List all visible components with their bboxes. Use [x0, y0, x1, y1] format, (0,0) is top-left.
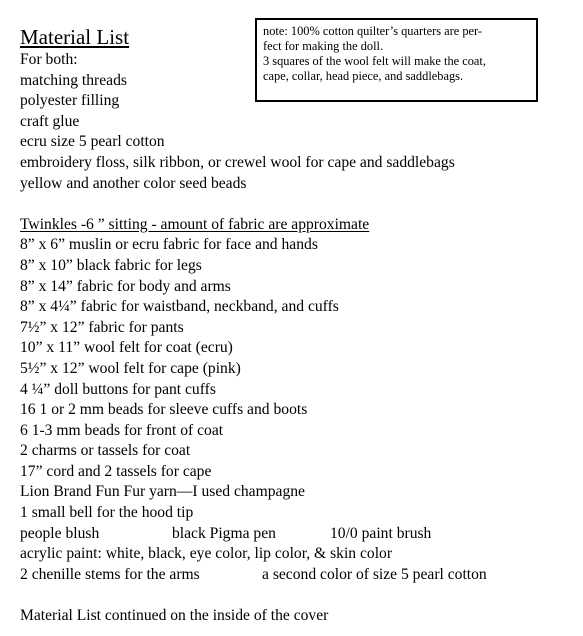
tool-item: people blush	[20, 524, 100, 542]
list-item: 8” x 6” muslin or ecru fabric for face and hands	[20, 236, 318, 254]
list-item: polyester filling	[20, 92, 120, 110]
list-item: yellow and another color seed beads	[20, 174, 247, 192]
note-line: fect for making the doll.	[263, 39, 384, 53]
list-item: matching threads	[20, 71, 127, 89]
list-item: 17” cord and 2 tassels for cape	[20, 462, 212, 480]
stem-item: 2 chenille stems for the arms	[20, 565, 200, 583]
list-item: 4 ¼” doll buttons for pant cuffs	[20, 380, 216, 398]
list-item: 2 charms or tassels for coat	[20, 442, 191, 460]
list-item-tools	[20, 524, 487, 545]
stem-item: a second color of size 5 pearl cotton	[262, 565, 487, 583]
twinkles-heading: Twinkles -6 ” sitting - amount of fabric are approximate	[20, 215, 370, 233]
list-item: 10” x 11” wool felt for coat (ecru)	[20, 339, 233, 357]
tool-item: black Pigma pen	[172, 524, 276, 542]
section-gap	[20, 585, 487, 606]
list-item-stems	[20, 565, 487, 586]
list-item: embroidery floss, silk ribbon, or crewel wool for cape and saddlebags	[20, 153, 455, 171]
list-item: 1 small bell for the hood tip	[20, 504, 194, 522]
list-item: 8” x 4¼” fabric for waistband, neckband, and cuffs	[20, 298, 339, 316]
list-item: craft glue	[20, 112, 80, 130]
tool-item: 10/0 paint brush	[330, 524, 432, 542]
document-title: Material List	[20, 25, 130, 49]
list-item: 8” x 14” fabric for body and arms	[20, 277, 231, 295]
list-item: 8” x 10” black fabric for legs	[20, 256, 202, 274]
note-line: cape, collar, head piece, and saddlebags.	[263, 69, 464, 83]
list-item: Lion Brand Fun Fur yarn—I used champagne	[20, 483, 305, 501]
note-line: note: 100% cotton quilter’s quarters are per-	[263, 24, 483, 38]
footer-note: Material List continued on the inside of the cover	[20, 607, 329, 625]
material-list	[20, 50, 487, 627]
list-item: 16 1 or 2 mm beads for sleeve cuffs and boots	[20, 401, 308, 419]
list-item: 5½” x 12” wool felt for cape (pink)	[20, 359, 241, 377]
list-item: acrylic paint: white, black, eye color, lip color, & skin color	[20, 545, 393, 563]
list-item: For both:	[20, 51, 78, 68]
list-item: 6 1-3 mm beads for front of coat	[20, 421, 224, 439]
list-item: 7½” x 12” fabric for pants	[20, 318, 184, 336]
note-line: 3 squares of the wool felt will make the coat,	[263, 54, 486, 68]
list-item: ecru size 5 pearl cotton	[20, 133, 165, 151]
section-gap	[20, 194, 487, 215]
